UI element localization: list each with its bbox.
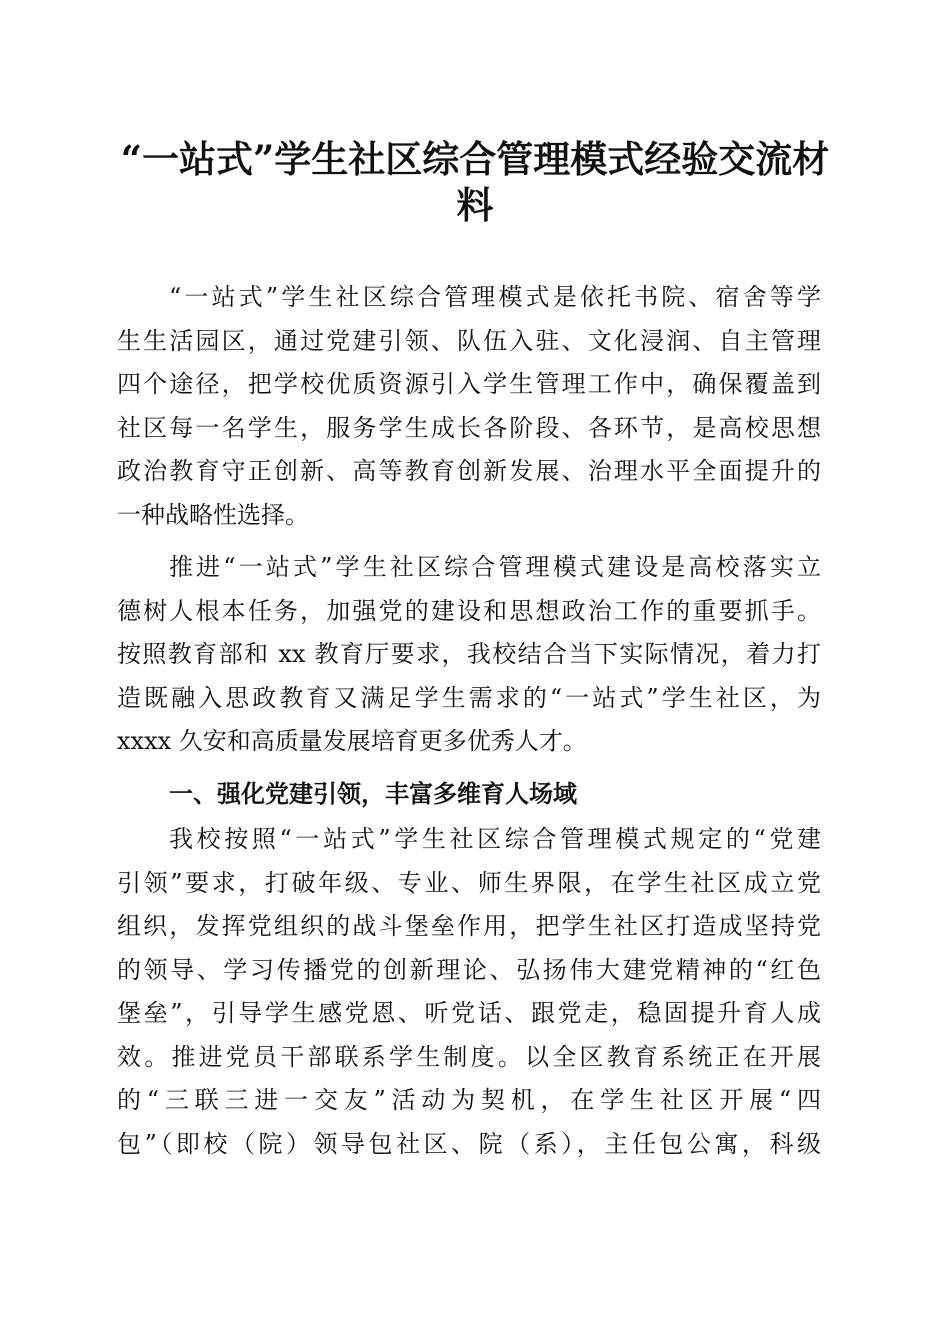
text-line: 的“三联三进一交友”活动为契机，在学生社区开展“四 [117,1086,821,1114]
document-body [117,276,821,1175]
title-line: 料 [456,183,494,227]
text-line: 引领”要求，打破年级、专业、师生界限，在学生社区成立党 [117,868,821,897]
text-line: 按照教育部和 xx 教育厅要求，我校结合当下实际情况，着力打 [117,640,821,668]
paragraph [117,818,821,1166]
text-line: 包”（即校（院）领导包社区、院（系），主任包公寓，科级 [117,1129,821,1158]
text-line: 推进“一站式”学生社区综合管理模式建设是高校落实立 [169,553,821,581]
text-line: 政治教育守正创新、高等教育创新发展、治理水平全面提升的 [117,457,821,485]
text-line: 组织，发挥党组织的战斗堡垒作用，把学生社区打造成坚持党 [117,912,821,940]
section-heading: 一、强化党建引领，丰富多维育人场域 [169,779,577,808]
text-line: “一站式”学生社区综合管理模式是依托书院、宿舍等学 [169,283,821,311]
text-line: 堡垒”，引导学生感党恩、听党话、跟党走，稳固提升育人成 [117,999,821,1027]
text-line: 社区每一名学生，服务学生成长各阶段、各环节，是高校思想 [117,413,821,442]
text-line: 造既融入思政教育又满足学生需求的“一站式”学生社区，为 [117,683,821,712]
paragraph [117,276,821,537]
title-line: “一站式”学生社区综合管理模式经验交流材 [120,137,830,181]
document-title [110,136,840,228]
text-line: 我校按照“一站式”学生社区综合管理模式规定的“党建 [169,825,821,853]
text-line: 的领导、学习传播党的创新理论、弘扬伟大建党精神的“红色 [117,955,821,984]
text-line: xxxx 久安和高质量发展培育更多优秀人才。 [117,727,587,755]
text-line: 一种战略性选择。 [117,500,309,529]
paragraph [117,546,821,764]
text-line: 四个途径，把学校优质资源引入学生管理工作中，确保覆盖到 [117,370,821,398]
text-line: 德树人根本任务，加强党的建设和思想政治工作的重要抓手。 [117,596,821,625]
text-line: 生生活园区，通过党建引领、队伍入驻、文化浸润、自主管理 [117,326,821,355]
text-line: 效。推进党员干部联系学生制度。以全区教育系统正在开展 [117,1042,821,1071]
